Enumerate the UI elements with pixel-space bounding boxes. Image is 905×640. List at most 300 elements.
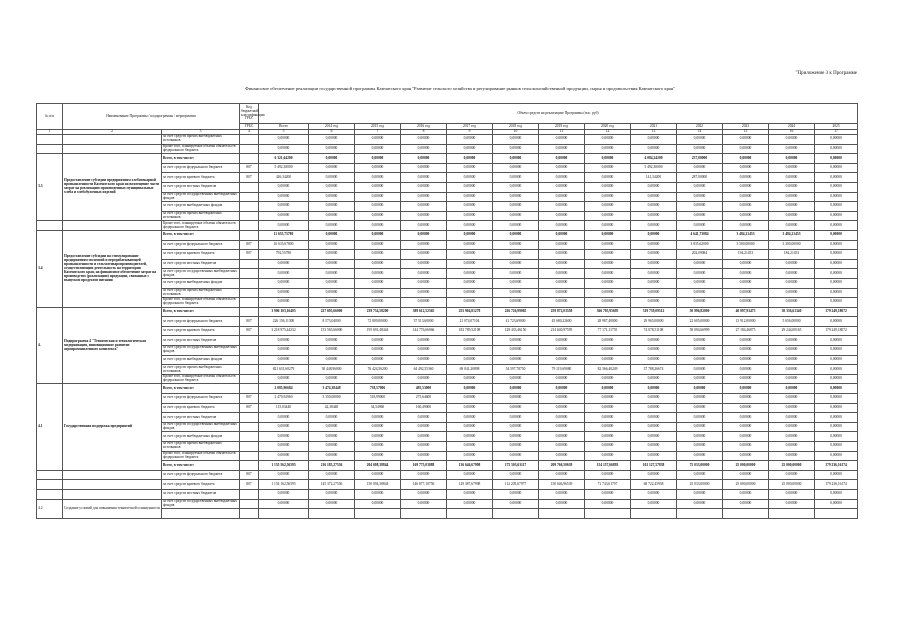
column-number: 1 xyxy=(37,130,63,135)
year-value: 82 366,40249 xyxy=(585,365,631,375)
year-value: 0,00000 xyxy=(769,202,815,212)
year-value: 0,00000 xyxy=(401,355,447,365)
year-value: 0,00000 xyxy=(815,336,858,346)
funding-source: за счет средств прочих внебюджетных источников xyxy=(162,135,240,145)
year-value: 0,00000 xyxy=(769,144,815,154)
year-value: 0,00000 xyxy=(631,221,677,231)
year-value: 145 372,27536 xyxy=(309,480,355,490)
year-value: 0,00000 xyxy=(677,278,723,288)
grbs-code xyxy=(240,355,259,365)
year-value: 0,00000 xyxy=(493,432,539,442)
total-value: 0,00000 xyxy=(259,470,309,480)
total-value: 0,00000 xyxy=(259,422,309,432)
year-value: 738,57006 xyxy=(355,384,401,394)
year-value: 0,00000 xyxy=(355,202,401,212)
year-value: 40 097,93475 xyxy=(723,307,769,317)
year-value: 0,00000 xyxy=(447,422,493,432)
year-value: 25 000,00000 xyxy=(723,461,769,471)
funding-source: Кроме того, планируемые объемы обязательств федерального бюджета xyxy=(162,144,240,154)
year-value: 30 448,96000 xyxy=(309,365,355,375)
grbs-code xyxy=(240,154,259,164)
year-value: 21 074,07104 xyxy=(447,317,493,327)
row-number: 4.2 xyxy=(37,499,63,518)
year-value: 0,00000 xyxy=(355,298,401,308)
total-value: 0,00000 xyxy=(259,259,309,269)
year-value: 0,00000 xyxy=(539,432,585,442)
table-row xyxy=(37,230,858,240)
year-value: 0,00000 xyxy=(539,259,585,269)
year-value: 68 722,45938 xyxy=(631,480,677,490)
year-value: 0,00000 xyxy=(539,278,585,288)
year-value: 209 766,50639 xyxy=(539,461,585,471)
year-value: 3 350,00000 xyxy=(309,394,355,404)
year-value: 0,00000 xyxy=(309,211,355,221)
year-value: 0,00000 xyxy=(493,173,539,183)
year-value: 0,00000 xyxy=(447,202,493,212)
document-title: Финансовое обеспечение реализации государственной программы Камчатского края "Развитие сельского хозяйства и регулирование рынков сельскохозяйственной продукции, сырья и продовольствия Камчатского края" xyxy=(245,86,675,91)
year-value: 0,00000 xyxy=(769,384,815,394)
year-value: 0,00000 xyxy=(585,135,631,145)
year-value: 0,00000 xyxy=(493,135,539,145)
year-value: 0,00000 xyxy=(309,221,355,231)
header-year: 2025 xyxy=(815,124,858,130)
year-value: 150 094,38844 xyxy=(355,480,401,490)
year-value: 0,00000 xyxy=(815,288,858,298)
year-value: 0,00000 xyxy=(355,346,401,356)
year-value: 0,00000 xyxy=(355,374,401,384)
grbs-code: 807 xyxy=(240,163,259,173)
year-value: 0,00000 xyxy=(447,499,493,509)
year-value: 0,00000 xyxy=(355,173,401,183)
year-value: 0,00000 xyxy=(585,489,631,499)
total-value: 3 906 103,16405 xyxy=(259,307,309,317)
total-value: 0,00000 xyxy=(259,211,309,221)
year-value: 495,53000 xyxy=(401,384,447,394)
year-value: 0,00000 xyxy=(493,192,539,202)
year-value: 0,00000 xyxy=(815,298,858,308)
column-number: 3 xyxy=(162,130,240,135)
year-value: 0,00000 xyxy=(539,413,585,423)
year-value: 0,00000 xyxy=(769,259,815,269)
funding-source: Кроме того, планируемые объемы обязательств федерального бюджета xyxy=(162,221,240,231)
year-value: 0,00000 xyxy=(401,221,447,231)
year-value: 0,00000 xyxy=(815,317,858,327)
program-name xyxy=(63,470,162,480)
year-value: 0,00000 xyxy=(401,470,447,480)
year-value: 0,00000 xyxy=(585,346,631,356)
year-value: 0,00000 xyxy=(815,470,858,480)
grbs-code xyxy=(240,346,259,356)
table-row xyxy=(37,221,858,231)
year-value: 0,00000 xyxy=(401,182,447,192)
grbs-code xyxy=(240,413,259,423)
funding-source: за счет средств государственных внебюджетных фондов xyxy=(162,192,240,202)
year-value: 0,00000 xyxy=(309,182,355,192)
grbs-code xyxy=(240,182,259,192)
column-number: 7 xyxy=(355,130,401,135)
total-value: 0,00000 xyxy=(259,278,309,288)
year-value: 0,00000 xyxy=(723,182,769,192)
year-value: 0,00000 xyxy=(769,489,815,499)
row-number xyxy=(37,470,63,480)
year-value: 0,00000 xyxy=(309,163,355,173)
year-value: 0,00000 xyxy=(447,154,493,164)
program-name: Подпрограмма 4 "Техническая и технологическая модернизация, инновационное развитие агропромышленного комплекса" xyxy=(63,307,162,384)
year-value xyxy=(447,509,493,519)
total-value: 0,00000 xyxy=(259,135,309,145)
year-value: 0,00000 xyxy=(493,221,539,231)
year-value: 0,00000 xyxy=(815,269,858,279)
total-value: 0,00000 xyxy=(259,288,309,298)
year-value: 0,00000 xyxy=(769,221,815,231)
year-value: 0,00000 xyxy=(769,298,815,308)
year-value: 0,00000 xyxy=(815,135,858,145)
year-value: 0,00000 xyxy=(815,346,858,356)
row-number: 3.3 xyxy=(37,154,63,221)
row-number xyxy=(37,480,63,490)
year-value: 0,00000 xyxy=(723,144,769,154)
year-value: 146 877,10756 xyxy=(401,480,447,490)
year-value: 0,00000 xyxy=(723,442,769,452)
total-value: 0,00000 xyxy=(259,489,309,499)
year-value: 0,00000 xyxy=(677,374,723,384)
year-value: 0,00000 xyxy=(815,413,858,423)
year-value: 29 244,00165 xyxy=(769,326,815,336)
year-value: 319 739,09512 xyxy=(631,307,677,317)
year-value: 0,00000 xyxy=(447,384,493,394)
year-value: 0,00000 xyxy=(493,346,539,356)
program-name: Создание условий для повышения технической оснащенности xyxy=(63,499,162,518)
year-value: 0,00000 xyxy=(401,240,447,250)
year-value: 129 387,67998 xyxy=(447,480,493,490)
year-value: 0,00000 xyxy=(493,489,539,499)
year-value: 0,00000 xyxy=(447,432,493,442)
year-value: 0,00000 xyxy=(815,173,858,183)
year-value: 0,00000 xyxy=(355,163,401,173)
year-value: 0,00000 xyxy=(401,250,447,260)
year-value: 169 775,03088 xyxy=(401,461,447,471)
year-value: 0,00000 xyxy=(309,192,355,202)
year-value: 0,00000 xyxy=(309,336,355,346)
year-value: 0,00000 xyxy=(631,269,677,279)
program-name: Предоставление субсидии на стимулирование предприятиям молочной и перерабатывающей промышленности и сельхозтоваропроизводителей, осуществляющим деятельность на территории Камчатского края, на финансовое обеспечение затрат на производство (реализацию) продукции, связанных с выпуском продуктов питания xyxy=(63,230,162,307)
grbs-code xyxy=(240,442,259,452)
year-value: 45 680,22600 xyxy=(539,317,585,327)
year-value: 0,00000 xyxy=(723,403,769,413)
year-value: 0,00000 xyxy=(631,403,677,413)
grbs-code: 807 xyxy=(240,394,259,404)
total-value: 0,00000 xyxy=(259,144,309,154)
year-value: 0,00000 xyxy=(585,288,631,298)
year-value: 0,00000 xyxy=(677,394,723,404)
year-value: 0,00000 xyxy=(493,403,539,413)
total-value: 0,00000 xyxy=(259,413,309,423)
year-value: 0,00000 xyxy=(539,154,585,164)
grbs-code xyxy=(240,451,259,461)
program-name xyxy=(63,480,162,490)
year-value: 0,00000 xyxy=(493,269,539,279)
funding-source: за счет средств краевого бюджета xyxy=(162,326,240,336)
column-number: 5 xyxy=(259,130,309,135)
column-number: 17 xyxy=(815,130,858,135)
year-value: 0,00000 xyxy=(355,278,401,288)
year-value: 0,00000 xyxy=(355,192,401,202)
program-name xyxy=(63,489,162,499)
year-value: 0,00000 xyxy=(769,470,815,480)
year-value: 0,00000 xyxy=(401,346,447,356)
year-value xyxy=(493,509,539,519)
year-value: 27 184,46875 xyxy=(723,326,769,336)
year-value: 0,00000 xyxy=(401,422,447,432)
funding-source: за счет средств федерального бюджета xyxy=(162,240,240,250)
year-value: 0,00000 xyxy=(355,259,401,269)
year-value: 0,00000 xyxy=(723,202,769,212)
total-value: 1 155 562,56595 xyxy=(259,461,309,471)
year-value: 0,00000 xyxy=(539,422,585,432)
year-value: 0,00000 xyxy=(539,489,585,499)
header-year: 2022 xyxy=(677,124,723,130)
year-value: 0,00000 xyxy=(769,346,815,356)
table-row xyxy=(37,384,858,394)
year-value: 0,00000 xyxy=(401,288,447,298)
year-value: 150 646,96539 xyxy=(539,480,585,490)
year-value: 0,00000 xyxy=(539,403,585,413)
year-value: 0,00000 xyxy=(815,182,858,192)
year-value: 0,00000 xyxy=(309,451,355,461)
year-value: 239 734,58200 xyxy=(355,307,401,317)
year-value: 28 987,40000 xyxy=(585,317,631,327)
funding-source: Кроме того, планируемые объемы обязательств федерального бюджета xyxy=(162,374,240,384)
year-value: 0,00000 xyxy=(401,211,447,221)
year-value: 0,00000 xyxy=(447,394,493,404)
funding-source: за счет средств внебюджетных фондов xyxy=(162,278,240,288)
year-value: 0,00000 xyxy=(585,384,631,394)
year-value: 141,34200 xyxy=(631,173,677,183)
grbs-code xyxy=(240,374,259,384)
year-value: 0,00000 xyxy=(631,355,677,365)
year-value: 37 513,60000 xyxy=(401,317,447,327)
grbs-code xyxy=(240,489,259,499)
year-value: 0,00000 xyxy=(493,470,539,480)
year-value: 0,00000 xyxy=(309,432,355,442)
year-value: 0,00000 xyxy=(401,173,447,183)
year-value: 0,00000 xyxy=(539,221,585,231)
year-value: 0,00000 xyxy=(631,499,677,509)
year-value: 144 776,66066 xyxy=(401,326,447,336)
year-value: 3 474,38448 xyxy=(309,384,355,394)
year-value: 0,00000 xyxy=(631,336,677,346)
year-value: 0,00000 xyxy=(723,163,769,173)
year-value: 0,00000 xyxy=(631,144,677,154)
year-value: 0,00000 xyxy=(447,144,493,154)
year-value: 0,00000 xyxy=(355,250,401,260)
row-number: 3.4 xyxy=(37,230,63,307)
funding-source: за счет средств федерального бюджета xyxy=(162,394,240,404)
year-value: 0,00000 xyxy=(769,403,815,413)
header-num: № п/п xyxy=(37,104,63,130)
year-value: 0,00000 xyxy=(677,163,723,173)
funding-source: за счет средств государственных внебюджетных фондов xyxy=(162,422,240,432)
year-value: 0,00000 xyxy=(401,489,447,499)
funding-source: за счет средств прочих внебюджетных источников xyxy=(162,442,240,452)
grbs-code xyxy=(240,135,259,145)
year-value: 0,00000 xyxy=(447,413,493,423)
funding-source: за счет средств местных бюджетов xyxy=(162,336,240,346)
year-value: 179 236,16174 xyxy=(815,480,858,490)
year-value: 0,00000 xyxy=(723,432,769,442)
year-value: 0,00000 xyxy=(539,144,585,154)
grbs-code xyxy=(240,192,259,202)
column-number: 11 xyxy=(539,130,585,135)
year-value: 0,00000 xyxy=(585,240,631,250)
year-value: 0,00000 xyxy=(585,470,631,480)
year-value: 0,00000 xyxy=(723,355,769,365)
year-value: 0,00000 xyxy=(493,202,539,212)
year-value: 0,00000 xyxy=(815,144,858,154)
year-value: 0,00000 xyxy=(723,346,769,356)
year-value: 136 646,67998 xyxy=(447,461,493,471)
year-value: 0,00000 xyxy=(493,374,539,384)
year-value: 0,00000 xyxy=(723,211,769,221)
total-value: 10 635,67800 xyxy=(259,240,309,250)
funding-source: за счет средств краевого бюджета xyxy=(162,173,240,183)
year-value: 0,00000 xyxy=(355,489,401,499)
year-value: 0,00000 xyxy=(677,451,723,461)
year-value: 0,00000 xyxy=(815,259,858,269)
year-value: 112 205,67977 xyxy=(493,480,539,490)
year-value: 29 965,00000 xyxy=(631,317,677,327)
year-value: 0,00000 xyxy=(401,336,447,346)
program-name: Предоставление субсидии предприятиям хлебопекарной промышленности Камчатского края на возмещение части затрат на реализацию произведенных муниципальных хлеба и хлебобулочных изделий xyxy=(63,154,162,221)
year-value: 0,00000 xyxy=(447,211,493,221)
program-name xyxy=(63,221,162,231)
year-value: 0,00000 xyxy=(631,230,677,240)
year-value: 72 809,00000 xyxy=(355,317,401,327)
year-value: 0,00000 xyxy=(309,173,355,183)
total-value: 3 218 975,44232 xyxy=(259,326,309,336)
year-value: 0,00000 xyxy=(447,403,493,413)
year-value: 0,00000 xyxy=(631,202,677,212)
year-value: 0,00000 xyxy=(677,422,723,432)
row-number xyxy=(37,144,63,154)
year-value: 0,00000 xyxy=(355,451,401,461)
year-value: 0,00000 xyxy=(539,173,585,183)
year-value: 0,00000 xyxy=(539,470,585,480)
year-value: 0,00000 xyxy=(493,259,539,269)
grbs-code: 807 xyxy=(240,403,259,413)
year-value: 0,00000 xyxy=(723,365,769,375)
year-value: 8 573,04000 xyxy=(309,317,355,327)
year-value xyxy=(631,509,677,519)
year-value: 0,00000 xyxy=(539,250,585,260)
total-value: 0,00000 xyxy=(259,432,309,442)
grbs-code xyxy=(240,432,259,442)
grbs-code: 807 xyxy=(240,173,259,183)
year-value: 0,00000 xyxy=(815,365,858,375)
year-value: 0,00000 xyxy=(723,154,769,164)
year-value: 0,00000 xyxy=(769,154,815,164)
year-value: 0,00000 xyxy=(309,269,355,279)
funding-source: за счет средств прочих внебюджетных источников xyxy=(162,365,240,375)
year-value: 237,00000 xyxy=(677,154,723,164)
row-number xyxy=(37,489,63,499)
total-value: 426,34200 xyxy=(259,173,309,183)
row-number xyxy=(37,135,63,145)
header-year: 2020 год xyxy=(585,124,631,130)
year-value: 0,00000 xyxy=(631,135,677,145)
year-value: 0,00000 xyxy=(677,470,723,480)
year-value xyxy=(585,509,631,519)
grbs-code: 807 xyxy=(240,470,259,480)
year-value: 0,00000 xyxy=(493,182,539,192)
grbs-code xyxy=(240,221,259,231)
year-value: 3 500,00000 xyxy=(723,240,769,250)
year-value: 0,00000 xyxy=(447,355,493,365)
year-value: 0,00000 xyxy=(585,230,631,240)
year-value: 0,00000 xyxy=(493,288,539,298)
total-value: 821 631,60279 xyxy=(259,365,309,375)
table-row xyxy=(37,144,858,154)
year-value: 518,99000 xyxy=(355,394,401,404)
year-value: 0,00000 xyxy=(309,240,355,250)
table-row xyxy=(37,135,858,145)
year-value: 0,00000 xyxy=(355,240,401,250)
year-value: 0,00000 xyxy=(447,278,493,288)
year-value: 0,00000 xyxy=(401,413,447,423)
funding-source: за счет средств прочих внебюджетных источников xyxy=(162,288,240,298)
year-value: 0,00000 xyxy=(493,413,539,423)
year-value: 0,00000 xyxy=(631,182,677,192)
year-value: 160,49000 xyxy=(401,403,447,413)
year-value: 0,00000 xyxy=(585,355,631,365)
grbs-code xyxy=(240,278,259,288)
year-value: 0,00000 xyxy=(539,374,585,384)
year-value: 182 789,52108 xyxy=(447,326,493,336)
year-value: 0,00000 xyxy=(401,154,447,164)
year-value: 0,00000 xyxy=(769,163,815,173)
total-value: 0,00000 xyxy=(259,499,309,509)
year-value: 0,00000 xyxy=(493,442,539,452)
year-value: 5 656,00000 xyxy=(769,317,815,327)
year-value: 0,00000 xyxy=(631,374,677,384)
year-value: 0,00000 xyxy=(677,202,723,212)
year-value: 0,00000 xyxy=(493,298,539,308)
funding-source: за счет средств прочих внебюджетных источников xyxy=(162,211,240,221)
year-value: 275,64600 xyxy=(401,394,447,404)
year-value: 64 492,55360 xyxy=(401,365,447,375)
grbs-code: 807 xyxy=(240,240,259,250)
year-value: 0,00000 xyxy=(677,259,723,269)
year-value: 0,00000 xyxy=(447,288,493,298)
funding-source: за счет средств государственных внебюджетных фондов xyxy=(162,269,240,279)
program-name xyxy=(63,144,162,154)
grbs-code xyxy=(240,509,259,519)
year-value: 0,00000 xyxy=(677,413,723,423)
year-value: 154 157,66893 xyxy=(585,461,631,471)
total-value xyxy=(259,509,309,519)
year-value: 179 249,18072 xyxy=(815,307,858,317)
header-year: 2024 xyxy=(769,124,815,130)
year-value: 0,00000 xyxy=(355,288,401,298)
year-value: 0,00000 xyxy=(723,135,769,145)
year-value: 0,00000 xyxy=(355,336,401,346)
year-value: 0,00000 xyxy=(631,298,677,308)
funding-source: за счет средств местных бюджетов xyxy=(162,259,240,269)
year-value: 0,00000 xyxy=(493,422,539,432)
year-value: 76 424,56200 xyxy=(355,365,401,375)
total-value: 0,00000 xyxy=(259,202,309,212)
year-value: 0,00000 xyxy=(539,288,585,298)
